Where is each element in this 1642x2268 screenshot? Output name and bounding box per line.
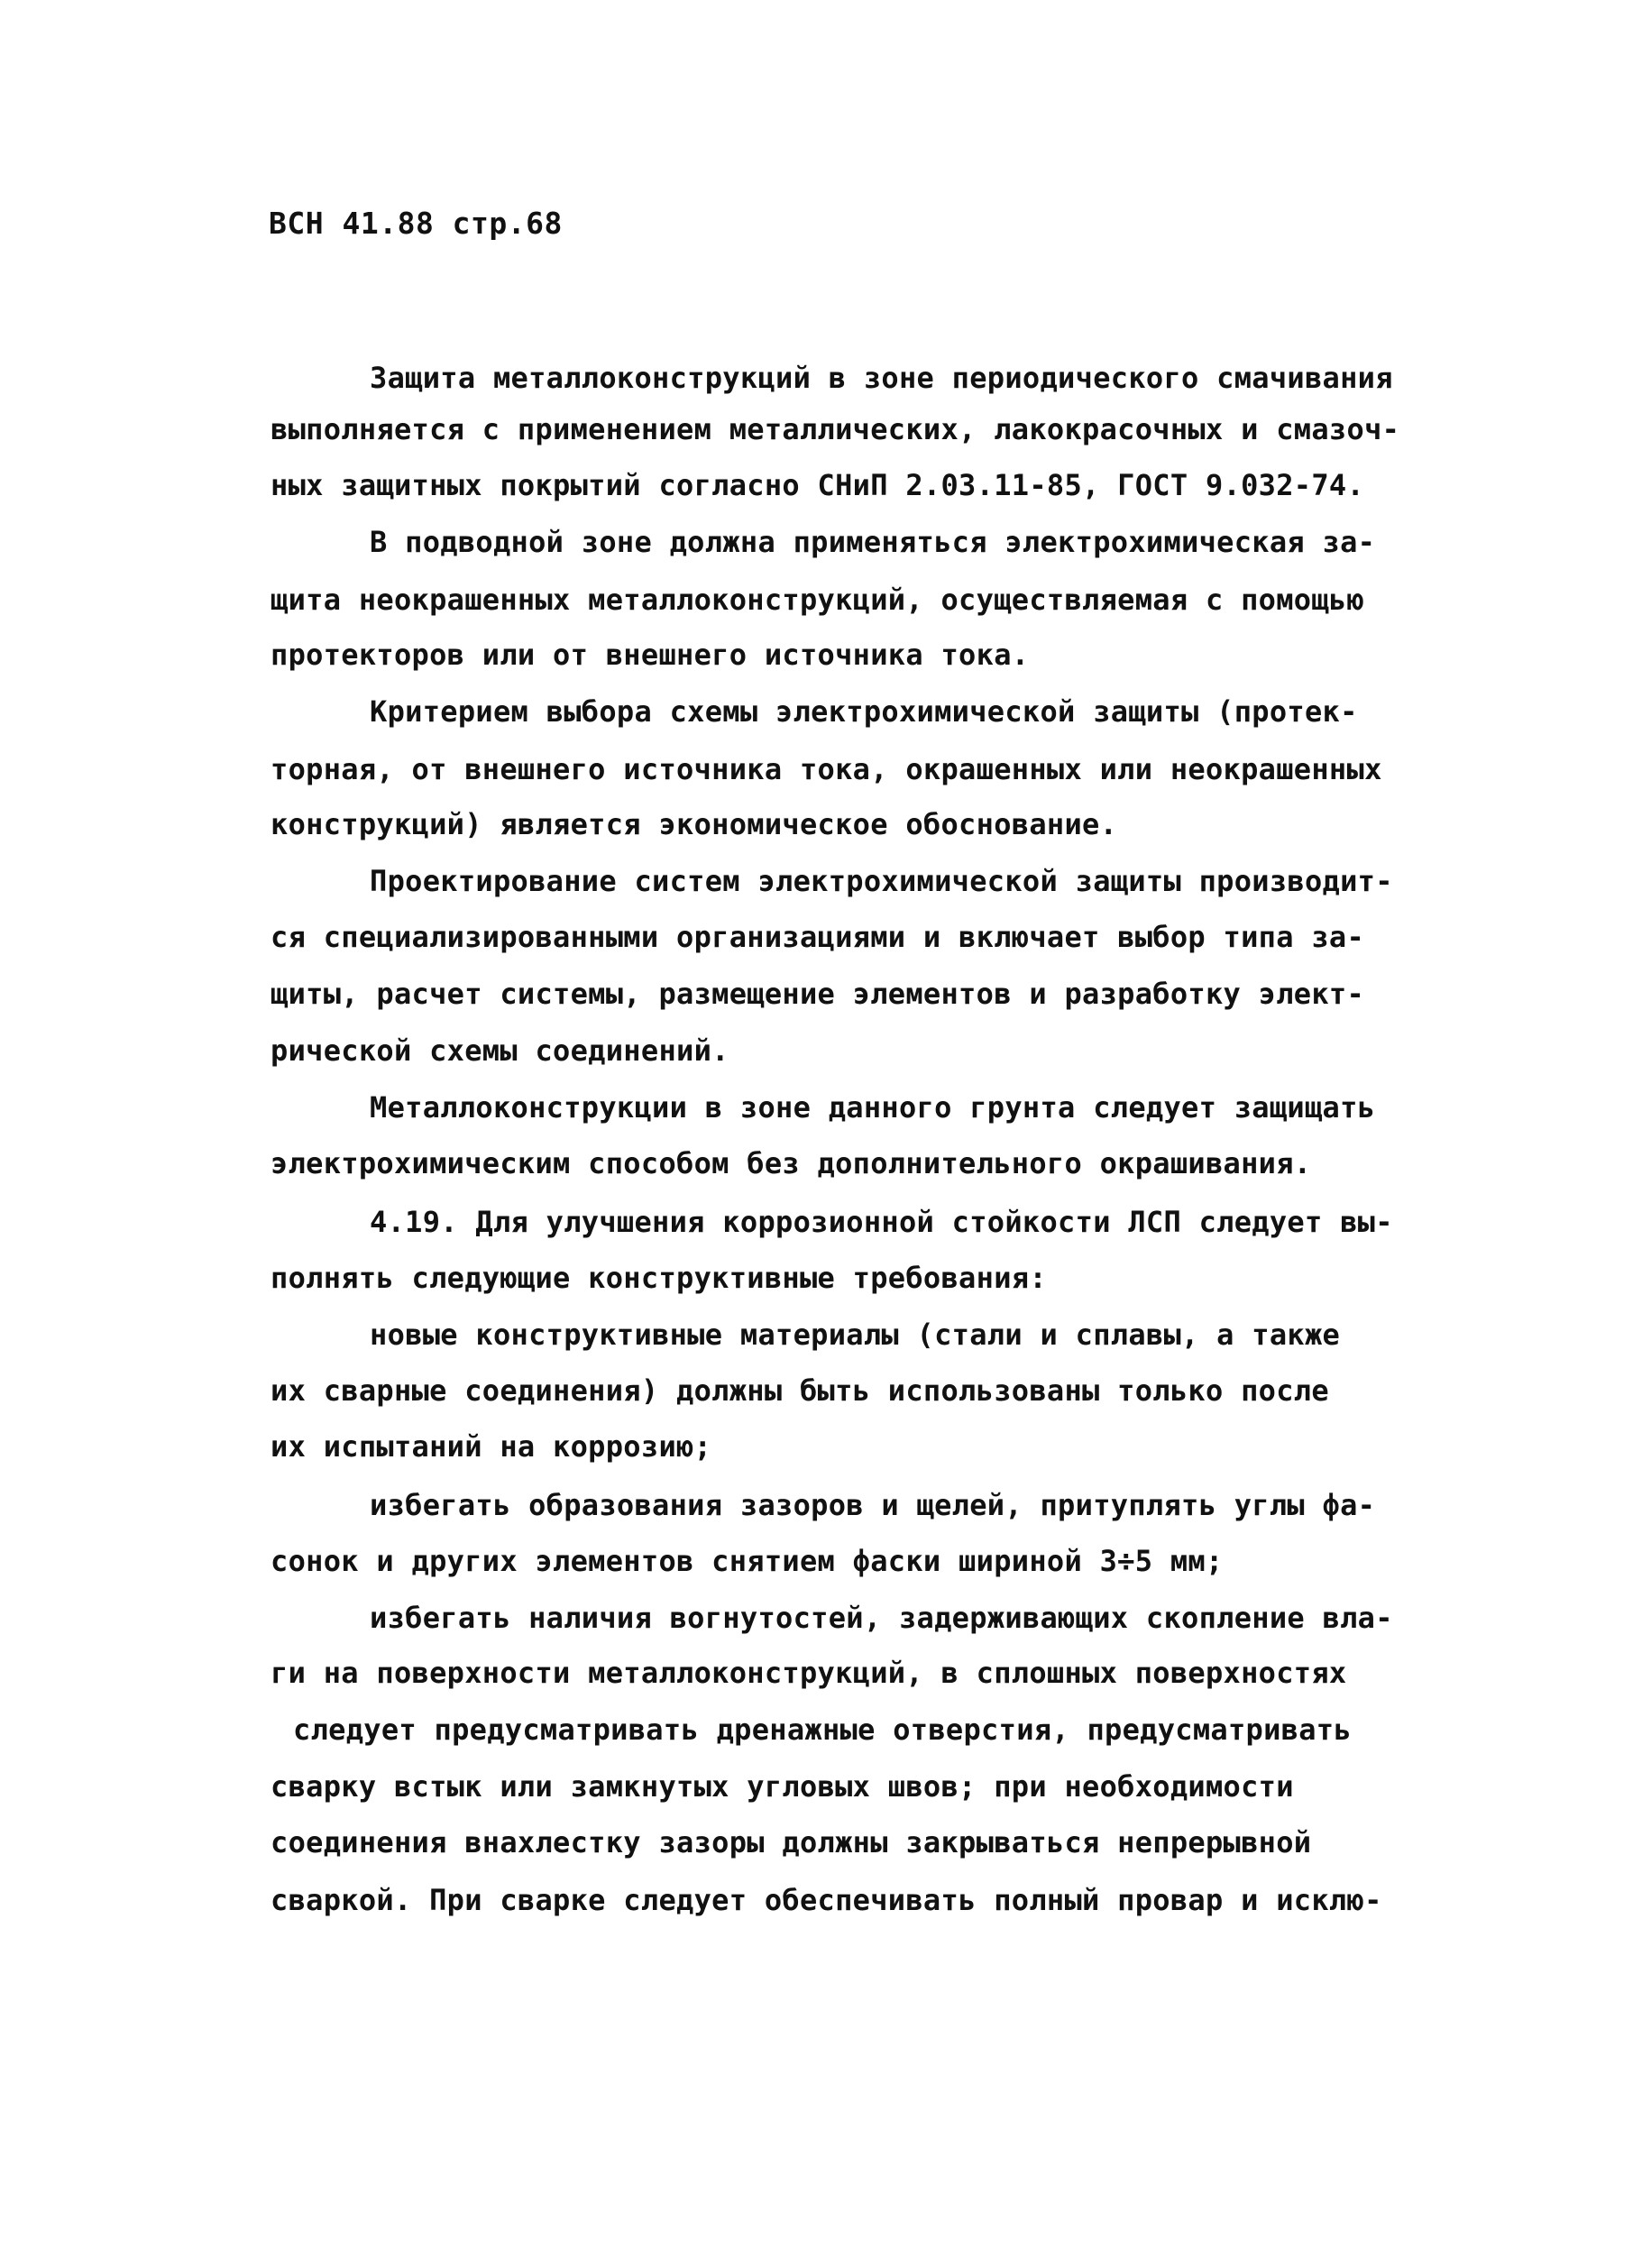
text-line: Защита металлоконструкций в зоне периодического смачивания (370, 361, 1393, 395)
text-line: сварку встык или замкнутых угловых швов; при необходимости (271, 1769, 1294, 1804)
text-line: Проектирование систем электрохимической защиты производит- (370, 864, 1393, 898)
text-line: их испытаний на коррозию; (271, 1429, 712, 1464)
text-line: ся специализированными организациями и включает выбор типа за- (271, 920, 1365, 954)
text-line: сваркой. При сварке следует обеспечивать полный провар и исклю- (271, 1883, 1382, 1917)
text-line: их сварные соединения) должны быть использованы только после (271, 1373, 1329, 1408)
text-line: щиты, расчет системы, размещение элементов и разработку элект- (271, 977, 1365, 1011)
text-line: 4.19. Для улучшения коррозионной стойкости ЛСП следует вы- (370, 1205, 1393, 1239)
text-line: щита неокрашенных металлоконструкций, осуществляемая с помощью (271, 583, 1365, 617)
text-line: следует предусматривать дренажные отверстия, предусматривать (293, 1712, 1352, 1747)
text-line: новые конструктивные материалы (стали и сплавы, а также (370, 1318, 1341, 1352)
text-line: В подводной зоне должна применяться электрохимическая за- (370, 525, 1376, 559)
text-line: избегать наличия вогнутостей, задерживающих скопление вла- (370, 1601, 1393, 1635)
text-line: протекторов или от внешнего источника тока. (271, 638, 1030, 672)
text-line: ных защитных покрытий согласно СНиП 2.03.11-85, ГОСТ 9.032-74. (271, 468, 1365, 502)
text-line: выполняется с применением металлических, лакокрасочных и смазоч- (271, 412, 1400, 446)
text-line: полнять следующие конструктивные требования: (271, 1261, 1047, 1295)
text-line: избегать образования зазоров и щелей, притуплять углы фа- (370, 1488, 1376, 1522)
text-line: ги на поверхности металлоконструкций, в сплошных поверхностях (271, 1656, 1347, 1690)
text-line: соединения внахлестку зазоры должны закрываться непрерывной (271, 1825, 1312, 1859)
text-line: конструкций) является экономическое обоснование. (271, 807, 1118, 841)
text-line: рической схемы соединений. (271, 1033, 729, 1068)
page-reference: ВСН 41.88 стр.68 (269, 206, 563, 241)
text-line: сонок и других элементов снятием фаски шириной 3÷5 мм; (271, 1544, 1224, 1578)
text-line: электрохимическим способом без дополнительного окрашивания. (271, 1146, 1312, 1180)
text-line: Металлоконструкции в зоне данного грунта следует защищать (370, 1090, 1376, 1125)
text-line: Критерием выбора схемы электрохимической защиты (протек- (370, 694, 1358, 729)
text-line: торная, от внешнего источника тока, окрашенных или неокрашенных (271, 752, 1382, 786)
